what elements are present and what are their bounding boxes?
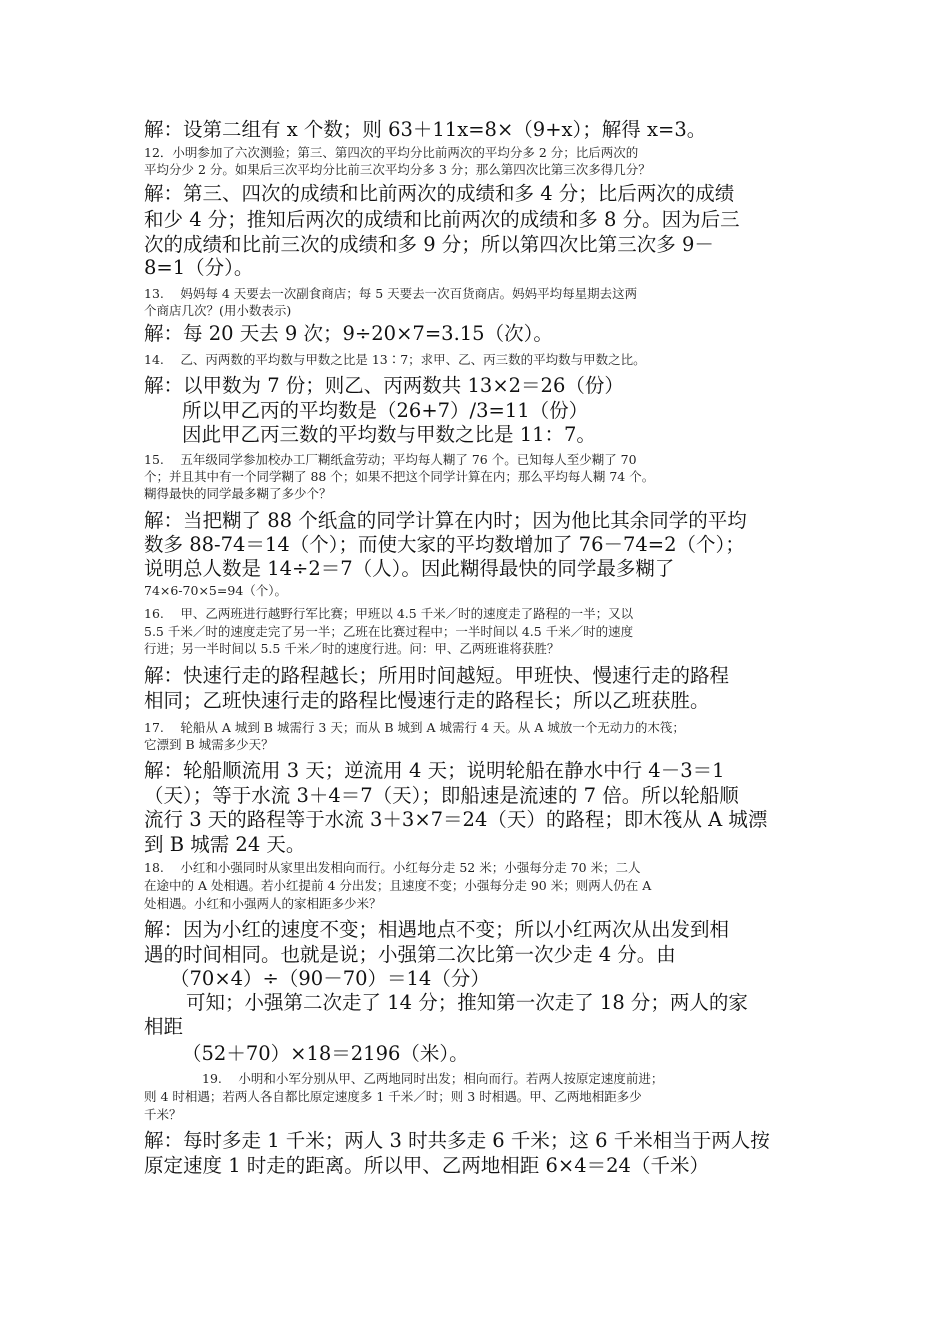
question-13-line-1: 13. 妈妈每 4 天要去一次副食商店；每 5 天要去一次百货商店。妈妈平均每星期去这两: [144, 286, 638, 301]
answer-18-line-1: 解：因为小红的速度不变；相遇地点不变；所以小红两次从出发到相: [144, 918, 730, 941]
answer-12-line-3: 次的成绩和比前三次的成绩和多 9 分；所以第四次比第三次多 9－: [144, 233, 714, 256]
question-15-line-3: 糊得最快的同学最多糊了多少个？: [144, 486, 332, 501]
answer-17-line-2: （天）；等于水流 3＋4＝7（天）；即船速是流速的 7 倍。所以轮船顺: [144, 784, 739, 807]
question-16-line-2: 5.5 千米／时的速度走完了另一半；乙班在比赛过程中；一半时间以 4.5 千米／时的速度: [144, 624, 634, 639]
answer-14-line-3: 因此甲乙丙三数的平均数与甲数之比是 11：7。: [182, 423, 596, 446]
answer-16-line-2: 相同；乙班快速行走的路程比慢速行走的路程长；所以乙班获胜。: [144, 689, 710, 712]
question-13-line-2: 个商店几次？(用小数表示): [144, 303, 292, 318]
answer-14-line-1: 解：以甲数为 7 份；则乙、丙两数共 13×2＝26（份）: [144, 374, 624, 397]
question-19-line-3: 千米？: [144, 1107, 182, 1122]
question-15-line-1: 15. 五年级同学参加校办工厂糊纸盒劳动；平均每人糊了 76 个。已知每人至少糊了 70: [144, 452, 637, 467]
answer-19-line-2: 原定速度 1 时走的距离。所以甲、乙两地相距 6×4＝24（千米）: [144, 1154, 709, 1177]
question-15-line-2: 个；并且其中有一个同学糊了 88 个；如果不把这个同学计算在内；那么平均每人糊 74 个。: [144, 469, 655, 484]
question-18-line-2: 在途中的 A 处相遇。若小红提前 4 分出发；且速度不变；小强每分走 90 米；则两人仍在 A: [144, 878, 652, 893]
answer-17-line-3: 流行 3 天的路程等于水流 3＋3×7＝24（天）的路程；即木筏从 A 城漂: [144, 808, 768, 831]
question-18-line-3: 处相遇。小红和小强两人的家相距多少米？: [144, 896, 382, 911]
question-12-line-2: 平均分少 2 分。如果后三次平均分比前三次平均分多 3 分；那么第四次比第三次多得几分？: [144, 162, 651, 177]
answer-11-line-1: 解：设第二组有 x 个数；则 63＋11x=8×（9+x）；解得 x=3。: [144, 118, 707, 141]
answer-15-line-2: 数多 88-74＝14（个）；而使大家的平均数增加了 76－74=2（个）；: [144, 533, 745, 556]
answer-12-line-1: 解：第三、四次的成绩和比前两次的成绩和多 4 分；比后两次的成绩: [144, 182, 735, 205]
answer-17-line-4: 到 B 城需 24 天。: [144, 833, 306, 856]
answer-15-line-1: 解：当把糊了 88 个纸盒的同学计算在内时；因为他比其余同学的平均: [144, 509, 747, 532]
answer-18-line-6: （52＋70）×18＝2196（米）。: [182, 1042, 469, 1065]
question-19-line-2: 则 4 时相遇；若两人各自都比原定速度多 1 千米／时；则 3 时相遇。甲、乙两地相距多少: [144, 1089, 642, 1104]
answer-13-line-1: 解：每 20 天去 9 次；9÷20×7=3.15（次）。: [144, 322, 553, 345]
answer-18-line-2: 遇的时间相同。也就是说；小强第二次比第一次少走 4 分。由: [144, 943, 676, 966]
question-19-line-1: 19. 小明和小军分别从甲、乙两地同时出发；相向而行。若两人按原定速度前进；: [202, 1071, 664, 1086]
question-12-line-1: 12．小明参加了六次测验；第三、第四次的平均分比前两次的平均分多 2 分；比后两次的: [144, 145, 639, 160]
question-16-line-3: 行进；另一半时间以 5.5 千米／时的速度行进。问：甲、乙两班谁将获胜？: [144, 641, 560, 656]
answer-18-line-4: 可知；小强第二次走了 14 分；推知第一次走了 18 分；两人的家: [186, 991, 748, 1014]
answer-19-line-1: 解：每时多走 1 千米；两人 3 时共多走 6 千米；这 6 千米相当于两人按: [144, 1129, 770, 1152]
question-18-line-1: 18. 小红和小强同时从家里出发相向而行。小红每分走 52 米；小强每分走 70 米；二人: [144, 860, 641, 875]
question-14-line-1: 14. 乙、丙两数的平均数与甲数之比是 13∶7；求甲、乙、丙三数的平均数与甲数之比。: [144, 352, 646, 367]
answer-17-line-1: 解：轮船顺流用 3 天；逆流用 4 天；说明轮船在静水中行 4－3＝1: [144, 759, 725, 782]
question-17-line-2: 它漂到 B 城需多少天？: [144, 737, 274, 752]
answer-12-line-2: 和少 4 分；推知后两次的成绩和比前两次的成绩和多 8 分。因为后三: [144, 208, 740, 231]
answer-15-line-4: 74×6-70×5=94（个）。: [144, 583, 288, 598]
answer-15-line-3: 说明总人数是 14÷2＝7（人）。因此糊得最快的同学最多糊了: [144, 557, 675, 580]
question-17-line-1: 17. 轮船从 A 城到 B 城需行 3 天；而从 B 城到 A 城需行 4 天。从 A 城放一个无动力的木筏；: [144, 720, 685, 735]
answer-18-line-5: 相距: [144, 1015, 184, 1038]
question-16-line-1: 16. 甲、乙两班进行越野行军比赛；甲班以 4.5 千米／时的速度走了路程的一半；又以: [144, 606, 634, 621]
answer-16-line-1: 解：快速行走的路程越长；所用时间越短。甲班快、慢速行走的路程: [144, 664, 730, 687]
answer-18-line-3: （70×4）÷（90－70）＝14（分）: [170, 967, 490, 990]
answer-14-line-2: 所以甲乙丙的平均数是（26+7）/3=11（份）: [182, 399, 589, 422]
answer-12-line-4: 8=1（分）。: [144, 256, 254, 279]
